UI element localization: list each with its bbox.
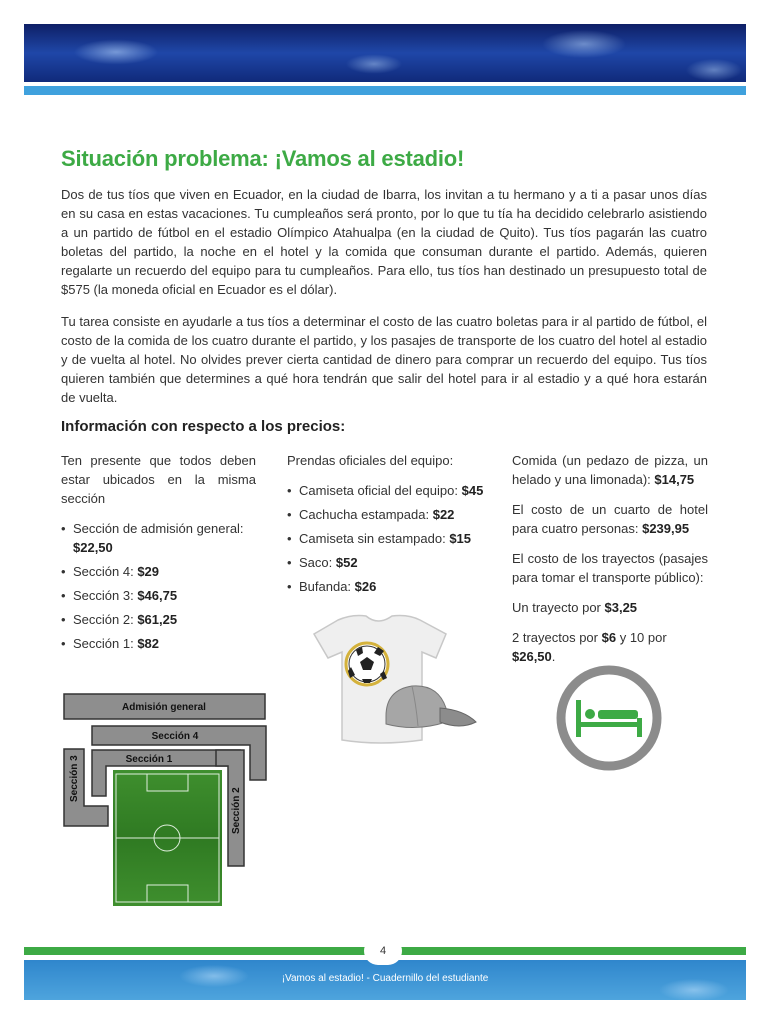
seat-label: Sección 4: — [73, 564, 134, 579]
seat-price: $82 — [137, 636, 160, 651]
intro-paragraph: Dos de tus tíos que viven en Ecuador, en la ciudad de Ibarra, los invitan a tu hermano y a ti a pasar unos días en su casa en estas vacaciones. Tu cumpleaños será pronto, por lo que tu tía ha decidido celebrarlo asistiendo a un partido de fútbol en el estadio Olímpico Atahualpa (en la ciudad de Quito). Tus tíos pagarán las cuatro boletas del partido, la noche en el hotel y la comida que consuman durante el partido. Además, quieren regalarte un recuerdo del equipo para tu cumpleaños. Para ello, tus tíos han destinado un presupuesto total de $575 (la moneda oficial en Ecuador es el dólar). — [61, 187, 707, 297]
page-title: Situación problema: ¡Vamos al estadio! — [61, 146, 465, 171]
seating-prices-column — [61, 451, 256, 658]
seat-label: Sección 3: — [73, 588, 134, 603]
trips-intro: El costo de los trayectos (pasajes para tomar el transporte público): — [512, 551, 708, 585]
clothing-intro: Prendas oficiales del equipo: — [287, 453, 454, 468]
other-costs-column — [512, 451, 708, 677]
list-item — [61, 634, 256, 653]
multi-trip-text-a: 2 trayectos por — [512, 630, 598, 645]
section-4-label: Sección 4 — [151, 731, 199, 742]
clothing-price: $15 — [449, 531, 472, 546]
cap-icon — [386, 686, 476, 728]
list-item — [61, 610, 256, 629]
hotel-cost — [512, 500, 708, 538]
list-item — [61, 562, 256, 581]
seat-label: Sección 2: — [73, 612, 134, 627]
multi-trip-price-a: $6 — [601, 630, 617, 645]
one-trip-cost — [512, 598, 708, 617]
section-2-label: Sección 2 — [231, 787, 242, 834]
seating-list — [61, 519, 256, 653]
section-3-label: Sección 3 — [69, 755, 80, 802]
soccer-ball-icon — [346, 643, 388, 685]
clothing-list — [287, 481, 487, 596]
clothing-label: Camiseta oficial del equipo: — [299, 483, 458, 498]
tshirt-and-cap-image — [300, 612, 484, 748]
list-item — [287, 553, 487, 572]
one-trip-text: Un trayecto por — [512, 600, 601, 615]
list-item — [287, 481, 487, 500]
header-rule — [24, 86, 746, 95]
list-item — [61, 586, 256, 605]
clothing-price: $52 — [335, 555, 358, 570]
seat-label: Sección 1: — [73, 636, 134, 651]
footer-bar — [24, 960, 746, 1000]
footer-caption: ¡Vamos al estadio! - Cuadernillo del estudiante — [281, 973, 489, 984]
list-item — [287, 577, 487, 596]
multi-trip-price-b: $26,50 — [512, 649, 552, 664]
list-item — [287, 529, 487, 548]
clothing-label: Camiseta sin estampado: — [299, 531, 446, 546]
hotel-price: $239,95 — [642, 521, 690, 536]
multi-trip-text-b: y 10 por — [619, 630, 667, 645]
seat-price: $46,75 — [137, 588, 178, 603]
section-general-label: Admisión general — [122, 702, 206, 713]
prices-heading: Información con respecto a los precios: — [61, 418, 346, 435]
multi-trip-end: . — [551, 649, 556, 664]
multi-trip-cost — [512, 628, 708, 666]
header-banner — [24, 24, 746, 82]
food-cost — [512, 451, 708, 489]
clothing-price: $26 — [354, 579, 377, 594]
clothing-price: $45 — [461, 483, 484, 498]
seat-label: Sección de admisión general: — [73, 521, 244, 536]
clothing-prices-column — [287, 451, 487, 601]
hotel-text: El costo de un cuarto de hotel para cuatro personas: — [512, 502, 708, 536]
list-item — [61, 519, 256, 557]
food-text: Comida (un pedazo de pizza, un helado y una limonada): — [512, 453, 708, 487]
clothing-label: Bufanda: — [299, 579, 352, 594]
seat-price: $22,50 — [73, 540, 113, 555]
seat-price: $61,25 — [137, 612, 178, 627]
clothing-label: Saco: — [299, 555, 333, 570]
section-1-label: Sección 1 — [125, 754, 173, 765]
clothing-price: $22 — [432, 507, 455, 522]
list-item — [287, 505, 487, 524]
clothing-label: Cachucha estampada: — [299, 507, 430, 522]
stadium-map — [60, 690, 272, 910]
seating-intro: Ten presente que todos deben estar ubicados en la misma sección — [61, 453, 256, 506]
one-trip-price: $3,25 — [604, 600, 638, 615]
food-price: $14,75 — [654, 472, 695, 487]
bed-icon — [554, 663, 664, 773]
task-paragraph: Tu tarea consiste en ayudarle a tus tíos a determinar el costo de las cuatro boletas para ir al partido de fútbol, el costo de la comida de los cuatro durante el partido, y los pasajes de transporte de los cuatro del hotel al estadio y de vuelta al hotel. No olvides prever cierta cantidad de dinero para comprar un recuerdo del equipo. Tus tíos quieren también que determines a qué hora tendrán que salir del hotel para ir al estadio y a qué hora estarán de vuelta. — [61, 314, 707, 405]
seat-price: $29 — [137, 564, 160, 579]
page-number: 4 — [364, 937, 402, 965]
